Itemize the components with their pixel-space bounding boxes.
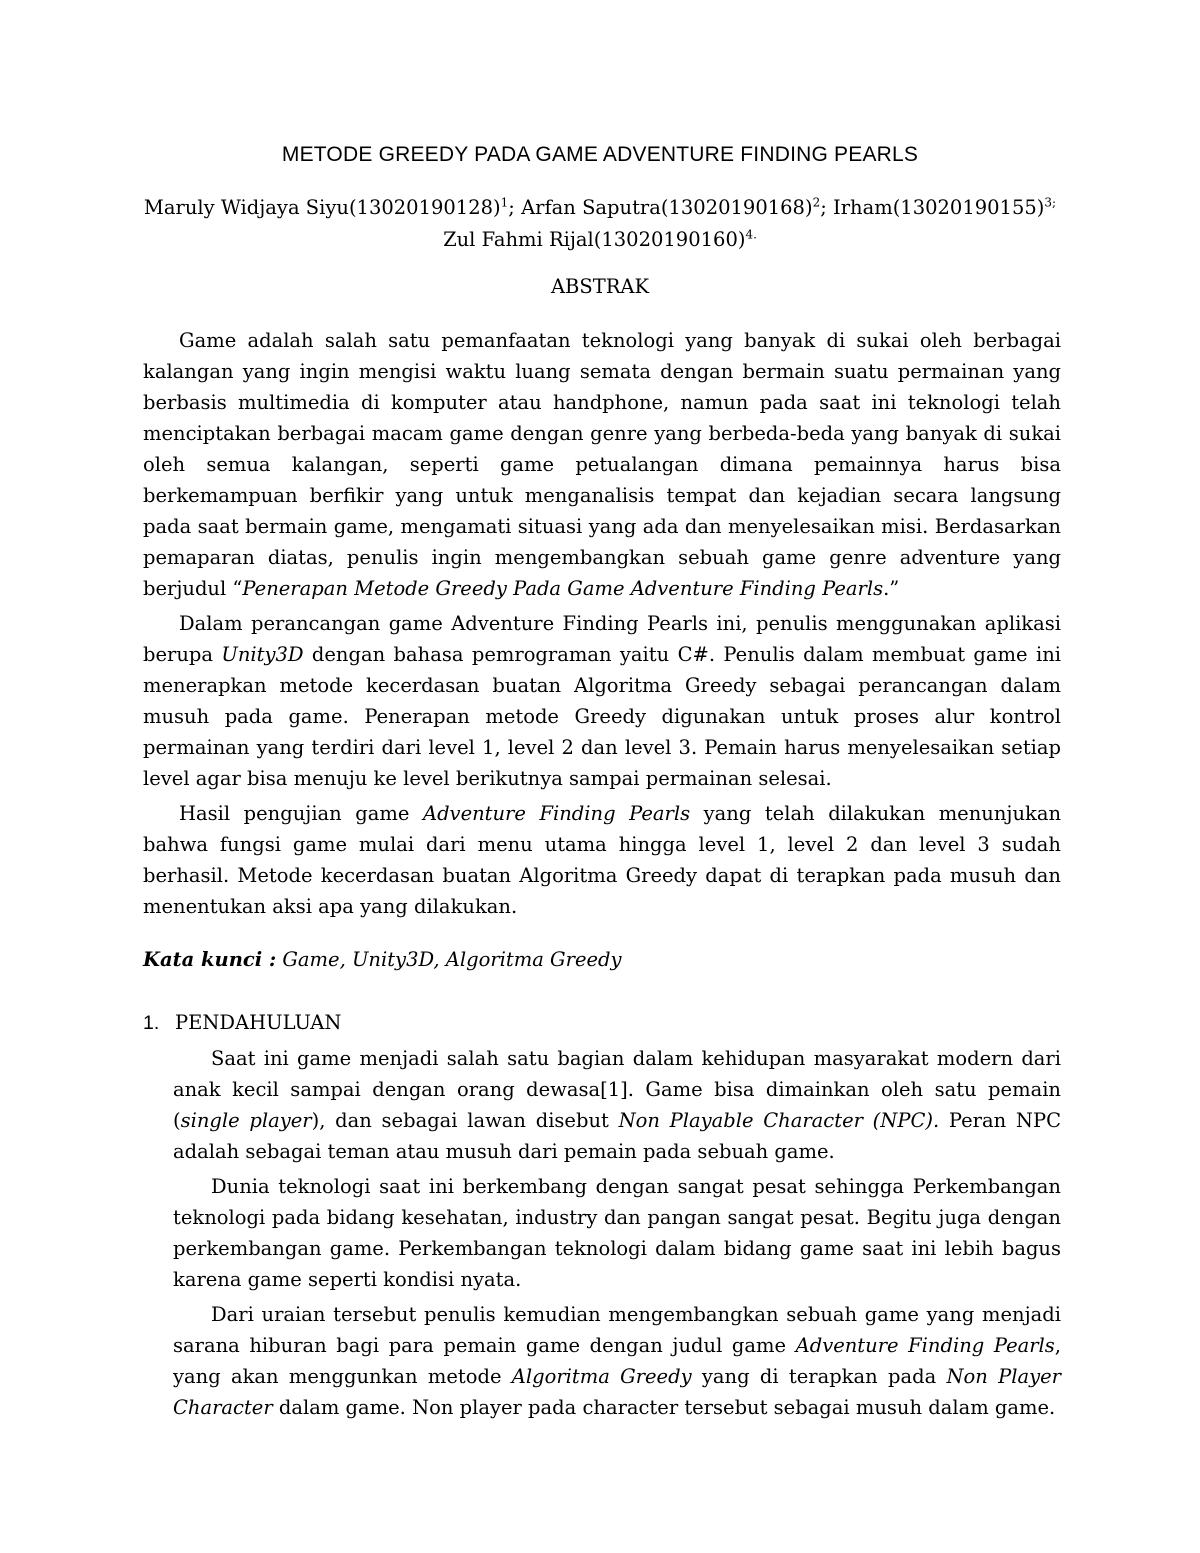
- italic-text-run: Non Player Character: [173, 1365, 1061, 1419]
- text-run: Game adalah salah satu pemanfaatan teknologi yang banyak di sukai oleh berbagai kalangan yang ingin mengisi waktu luang semata dengan bermain suatu permainan yang berbasis multimedia di komputer atau handphone, namun pada saat ini teknologi telah menciptakan berbagai macam game dengan genre yang berbeda-beda yang banyak di sukai oleh semua kalangan, seperti game petualangan dimana pemainnya harus bisa berkemampuan berfikir yang untuk menganalisis tempat dan kejadian secara langsung pada saat bermain game, mengamati situasi yang ada dan menyelesaikan misi. Berdasarkan pemaparan diatas, penulis ingin mengembangkan sebuah game genre adventure yang berjudul “: [143, 329, 1061, 600]
- intro-paragraph-1: [173, 1043, 1061, 1167]
- keywords-label: Kata kunci :: [143, 948, 277, 971]
- intro-paragraph-2: Dunia teknologi saat ini berkembang dengan sangat pesat sehingga Perkembangan teknologi pada bidang kesehatan, industry dan pangan sangat pesat. Begitu juga dengan perkembangan game. Perkembangan teknologi dalam bidang game saat ini lebih bagus karena game seperti kondisi nyata.: [173, 1175, 1061, 1291]
- abstract-body: [143, 325, 1061, 926]
- italic-text-run: Adventure Finding Pearls: [422, 802, 691, 825]
- text-run: dalam game. Non player pada character tersebut sebagai musuh dalam game.: [272, 1396, 1056, 1419]
- author-2-affiliation: 2: [812, 195, 821, 210]
- author-4: Zul Fahmi Rijal(13020190160): [443, 228, 746, 251]
- text-run: yang di terapkan pada: [691, 1365, 947, 1388]
- author-3-affiliation: 3;: [1044, 195, 1057, 210]
- abstract-paragraph-2: [143, 608, 1061, 794]
- author-3: Irham(13020190155): [833, 196, 1045, 219]
- abstract-paragraph-1: [143, 325, 1061, 604]
- section-number: 1.: [143, 1012, 160, 1034]
- italic-text-run: Algoritma Greedy: [511, 1365, 692, 1388]
- author-list: [140, 192, 1060, 256]
- paper-title: METODE GREEDY PADA GAME ADVENTURE FINDING PEARLS: [281, 143, 919, 166]
- text-run: ), dan sebagai lawan disebut: [311, 1109, 619, 1132]
- abstract-heading: ABSTRAK: [550, 275, 650, 298]
- text-run: dengan bahasa pemrograman yaitu C#. Penulis dalam membuat game ini menerapkan metode kecerdasan buatan Algoritma Greedy sebagai perancangan dalam musuh pada game. Penerapan metode Greedy digunakan untuk proses alur kontrol permainan yang terdiri dari level 1, level 2 dan level 3. Pemain harus menyelesaikan setiap level agar bisa menuju ke level berikutnya sampai permainan selesai.: [143, 643, 1061, 790]
- author-separator: ;: [820, 196, 833, 219]
- keywords-line: [143, 948, 1061, 971]
- author-4-affiliation: 4.: [745, 227, 757, 242]
- author-1-affiliation: 1: [500, 195, 509, 210]
- author-2: Arfan Saputra(13020190168): [521, 196, 813, 219]
- text-run: .”: [883, 577, 900, 600]
- intro-paragraph-3: [173, 1299, 1061, 1423]
- keywords-values: Game, Unity3D, Algoritma Greedy: [276, 948, 622, 971]
- section-title: PENDAHULUAN: [175, 1011, 342, 1034]
- section-body: [173, 1043, 1061, 1427]
- text-run: Peran NPC adalah sebagai teman atau musuh dari pemain pada sebuah game.: [173, 1109, 1062, 1163]
- text-run: Saat ini game menjadi salah satu bagian dalam kehidupan masyarakat modern dari anak kecil sampai dengan orang dewasa[1]. Game bisa dimainkan oleh satu pemain (: [173, 1047, 1061, 1132]
- text-run: Dalam perancangan game Adventure Finding Pearls ini, penulis menggunakan aplikasi berupa: [143, 612, 1061, 666]
- author-separator: ;: [508, 196, 522, 219]
- italic-text-run: single player: [180, 1109, 312, 1132]
- section-heading: [143, 1011, 1061, 1035]
- text-run: , yang akan menggunkan metode: [173, 1334, 1061, 1388]
- abstract-paragraph-3: [143, 798, 1061, 922]
- text-run: yang telah dilakukan menunjukan bahwa fungsi game mulai dari menu utama hingga level 1, level 2 dan level 3 sudah berhasil. Metode kecerdasan buatan Algoritma Greedy dapat di terapkan pada musuh dan menentukan aksi apa yang dilakukan.: [143, 802, 1062, 918]
- author-1: Maruly Widjaya Siyu(13020190128): [143, 196, 501, 219]
- italic-text-run: Non Playable Character (NPC).: [618, 1109, 940, 1132]
- italic-text-run: Penerapan Metode Greedy Pada Game Adventure Finding Pearls: [242, 577, 884, 600]
- text-run: Hasil pengujian game: [179, 802, 423, 825]
- italic-text-run: Adventure Finding Pearls: [795, 1334, 1055, 1357]
- text-run: Dari uraian tersebut penulis kemudian mengembangkan sebuah game yang menjadi sarana hiburan bagi para pemain game dengan judul game: [173, 1303, 1061, 1357]
- italic-text-run: Unity3D: [221, 643, 304, 666]
